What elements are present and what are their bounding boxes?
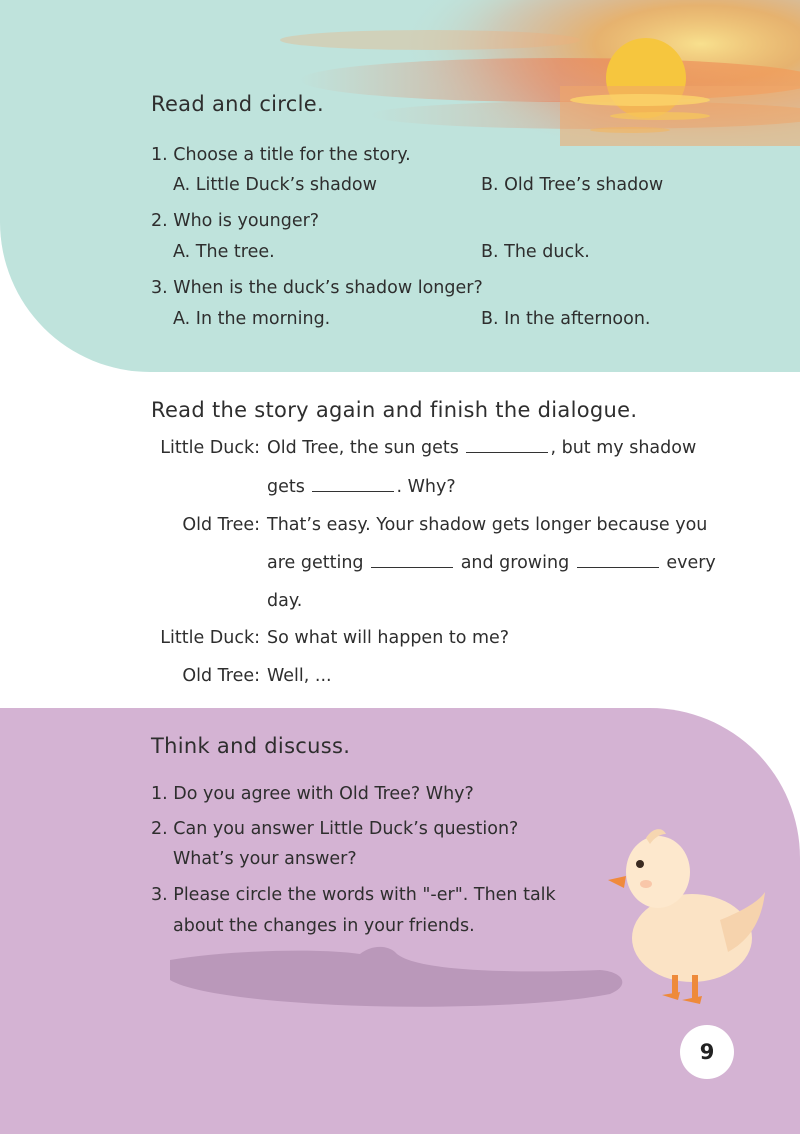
question-1-option-a[interactable]: A. Little Duck’s shadow <box>173 175 377 195</box>
duck-illustration <box>600 820 770 1010</box>
sunset-illustration <box>0 0 800 372</box>
dialogue-line-4: are getting and growing every <box>267 553 716 573</box>
think-and-discuss-heading: Think and discuss. <box>151 734 351 758</box>
dialogue-line-1: Old Tree, the sun gets , but my shadow <box>267 438 697 458</box>
discuss-question-2: 2. Can you answer Little Duck’s question? <box>151 819 519 839</box>
read-and-circle-heading: Read and circle. <box>151 92 324 116</box>
dialogue-line-7: Well, ... <box>267 666 332 686</box>
dialogue-heading: Read the story again and finish the dialogue. <box>151 398 638 422</box>
question-2-option-a[interactable]: A. The tree. <box>173 242 275 262</box>
blank-3[interactable] <box>371 567 453 568</box>
dialogue-line-6: So what will happen to me? <box>267 628 510 648</box>
question-1: 1. Choose a title for the story. <box>151 145 411 165</box>
speaker-old-tree-2: Old Tree: <box>182 666 260 686</box>
discuss-question-3: 3. Please circle the words with "-er". Then talk <box>151 885 556 905</box>
speaker-little-duck-2: Little Duck: <box>160 628 260 648</box>
blank-2[interactable] <box>312 491 394 492</box>
dialogue-line-5: day. <box>267 591 303 611</box>
dialogue-line-3: That’s easy. Your shadow gets longer because you <box>267 515 708 535</box>
duck-shadow-illustration <box>170 940 630 1020</box>
speaker-old-tree: Old Tree: <box>182 515 260 535</box>
blank-1[interactable] <box>466 452 548 453</box>
page-number: 9 <box>680 1025 734 1079</box>
question-3: 3. When is the duck’s shadow longer? <box>151 278 483 298</box>
discuss-question-3-cont: about the changes in your friends. <box>173 916 475 936</box>
question-1-option-b[interactable]: B. Old Tree’s shadow <box>481 175 664 195</box>
dialogue-line-2: gets . Why? <box>267 477 456 497</box>
question-3-option-b[interactable]: B. In the afternoon. <box>481 309 651 329</box>
blank-4[interactable] <box>577 567 659 568</box>
question-2-option-b[interactable]: B. The duck. <box>481 242 590 262</box>
discuss-question-2-cont: What’s your answer? <box>173 849 357 869</box>
question-3-option-a[interactable]: A. In the morning. <box>173 309 331 329</box>
question-2: 2. Who is younger? <box>151 211 320 231</box>
read-and-circle-panel <box>0 0 800 372</box>
discuss-question-1: 1. Do you agree with Old Tree? Why? <box>151 784 474 804</box>
speaker-little-duck: Little Duck: <box>160 438 260 458</box>
